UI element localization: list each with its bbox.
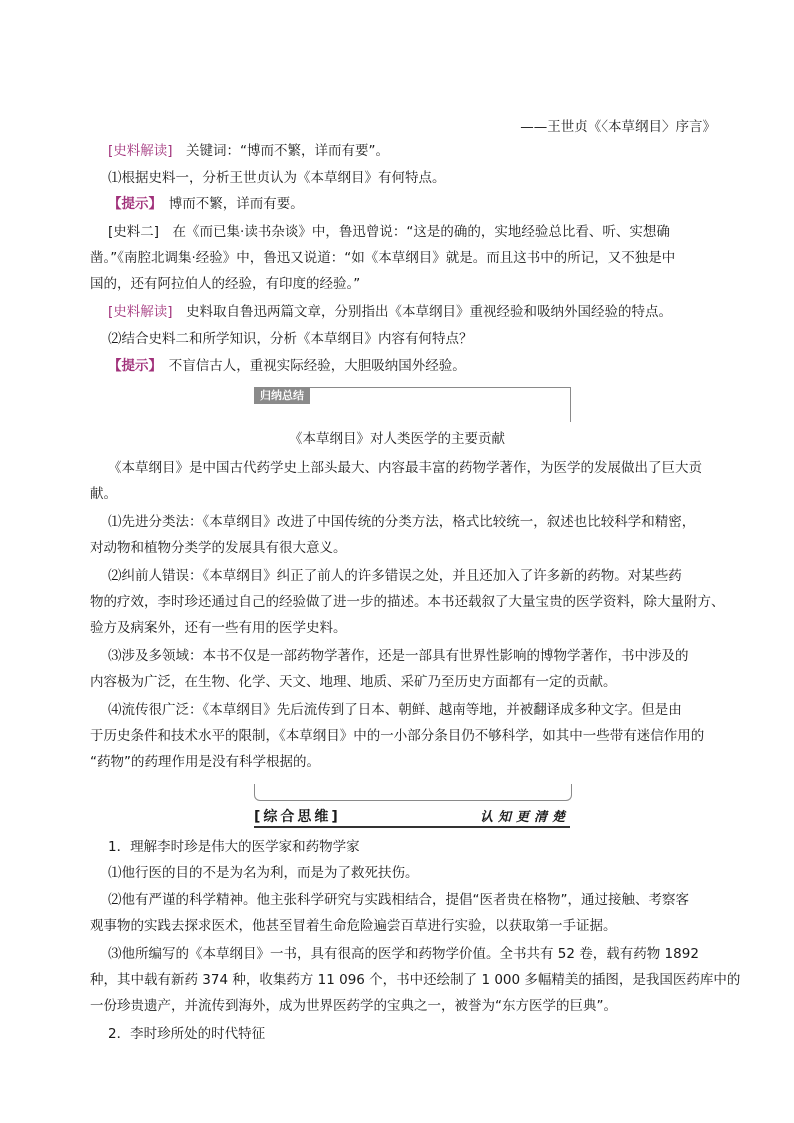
summary-intro-1: 《本草纲目》是中国古代药学史上部头最大、内容最丰富的药物学著作，为医学的发展做出了巨大贡 [108, 460, 702, 476]
question-2: ⑵结合史料二和所学知识，分析《本草纲目》内容有何特点？ [108, 331, 473, 347]
hint-text: 不盲信古人，重视实际经验，大胆吸纳国外经验。 [155, 358, 466, 374]
summary-title: 《本草纲目》对人类医学的主要贡献 [289, 431, 505, 447]
summary-point-1b: 对动物和植物分类学的发展具有很大意义。 [90, 540, 347, 556]
summary-point-3a: ⑶涉及多领域：本书不仅是一部药物学著作，还是一部具有世界性影响的博物学著作，书中涉及的 [108, 648, 689, 664]
synthesis-item-1b-1: ⑵他有严谨的科学精神。他主张科学研究与实践相结合，提倡“医者贵在格物”，通过接触、考察客 [108, 892, 689, 908]
summary-point-3b: 内容极为广泛，在生物、化学、天文、地理、地质、采矿乃至历史方面都有一定的贡献。 [90, 674, 617, 690]
interpretation-text: 史料取自鲁迅两篇文章，分别指出《本草纲目》重视经验和吸纳外国经验的特点。 [172, 304, 673, 320]
hint-2 [108, 356, 466, 376]
synthesis-item-1: 1．理解李时珍是伟大的医学家和药物学家 [108, 839, 360, 855]
summary-point-2a: ⑵纠前人错误：《本草纲目》纠正了前人的许多错误之处，并且还加入了许多新的药物。对某些药 [108, 568, 682, 584]
summary-frame [254, 387, 571, 422]
synthesis-title: [综合思维] [254, 809, 341, 825]
hint-1 [108, 194, 304, 214]
synthesis-item-1a: ⑴他行医的目的不是为名为利，而是为了救死扶伤。 [108, 865, 419, 881]
interpretation-text: 关键词：“博而不繁，详而有要”。 [172, 143, 390, 159]
summary-point-1a: ⑴先进分类法：《本草纲目》改进了中国传统的分类方法，格式比较统一，叙述也比较科学和精密， [108, 514, 696, 530]
hint-label: 【提示】 [108, 196, 156, 212]
source-citation: ——王世贞《〈本草纲目〉序言》 [520, 119, 716, 135]
interpretation-2 [108, 302, 672, 322]
hint-label: 【提示】 [108, 358, 156, 374]
summary-frame-bottom [254, 784, 572, 801]
synthesis-header [254, 806, 570, 828]
synthesis-item-2: 2．李时珍所处的时代特征 [108, 1026, 266, 1042]
summary-point-2b: 物的疗效，李时珍还通过自己的经验做了进一步的描述。本书还载叙了大量宝贵的医学资料，除大量附方、 [90, 594, 725, 610]
interpretation-1 [108, 141, 389, 161]
summary-point-4c: “药物”的药理作用是没有科学根据的。 [90, 754, 320, 770]
summary-point-2c: 验方及病案外，还有一些有用的医学史料。 [90, 620, 347, 636]
material-2-line-3: 国的，还有阿拉伯人的经验，有印度的经验。” [90, 276, 361, 292]
synthesis-item-1b-2: 观事物的实践去探求医术，他甚至冒着生命危险遍尝百草进行实验，以获取第一手证据。 [90, 918, 617, 934]
synthesis-subtitle: 认知更清楚 [479, 810, 570, 825]
question-1: ⑴根据史料一，分析王世贞认为《本草纲目》有何特点。 [108, 170, 446, 186]
summary-intro-2: 献。 [90, 486, 117, 502]
synthesis-item-1c-3: 一份珍贵遗产，并流传到海外，成为世界医药学的宝典之一，被誉为“东方医学的巨典”。 [90, 998, 617, 1014]
summary-point-4a: ⑷流传很广泛：《本草纲目》先后流传到了日本、朝鲜、越南等地，并被翻译成多种文字。但是由 [108, 702, 682, 718]
summary-tag: 归纳总结 [254, 388, 310, 404]
synthesis-item-1c-1: ⑶他所编写的《本草纲目》一书，具有很高的医学和药物学价值。全书共有 52 卷，载有药物 1892 [108, 946, 699, 962]
synthesis-item-1c-2: 种，其中载有新药 374 种，收集药方 11 096 个，书中还绘制了 1 000 多幅精美的插图，是我国医药库中的 [90, 972, 741, 988]
interpretation-label: [史料解读] [108, 304, 173, 320]
summary-point-4b: 于历史条件和技术水平的限制，《本草纲目》中的一小部分条目仍不够科学，如其中一些带有迷信作用的 [90, 728, 705, 744]
synthesis-rule [254, 826, 570, 828]
material-2-line-1: [史料二] 在《而已集·读书杂谈》中，鲁迅曾说：“这是的确的，实地经验总比看、听、实想确 [108, 224, 670, 240]
material-2-line-2: 凿。”《南腔北调集·经验》中，鲁迅又说道：“如《本草纲目》就是。而且这书中的所记，又不独是中 [90, 250, 676, 266]
hint-text: 博而不繁，详而有要。 [155, 196, 304, 212]
interpretation-label: [史料解读] [108, 143, 173, 159]
